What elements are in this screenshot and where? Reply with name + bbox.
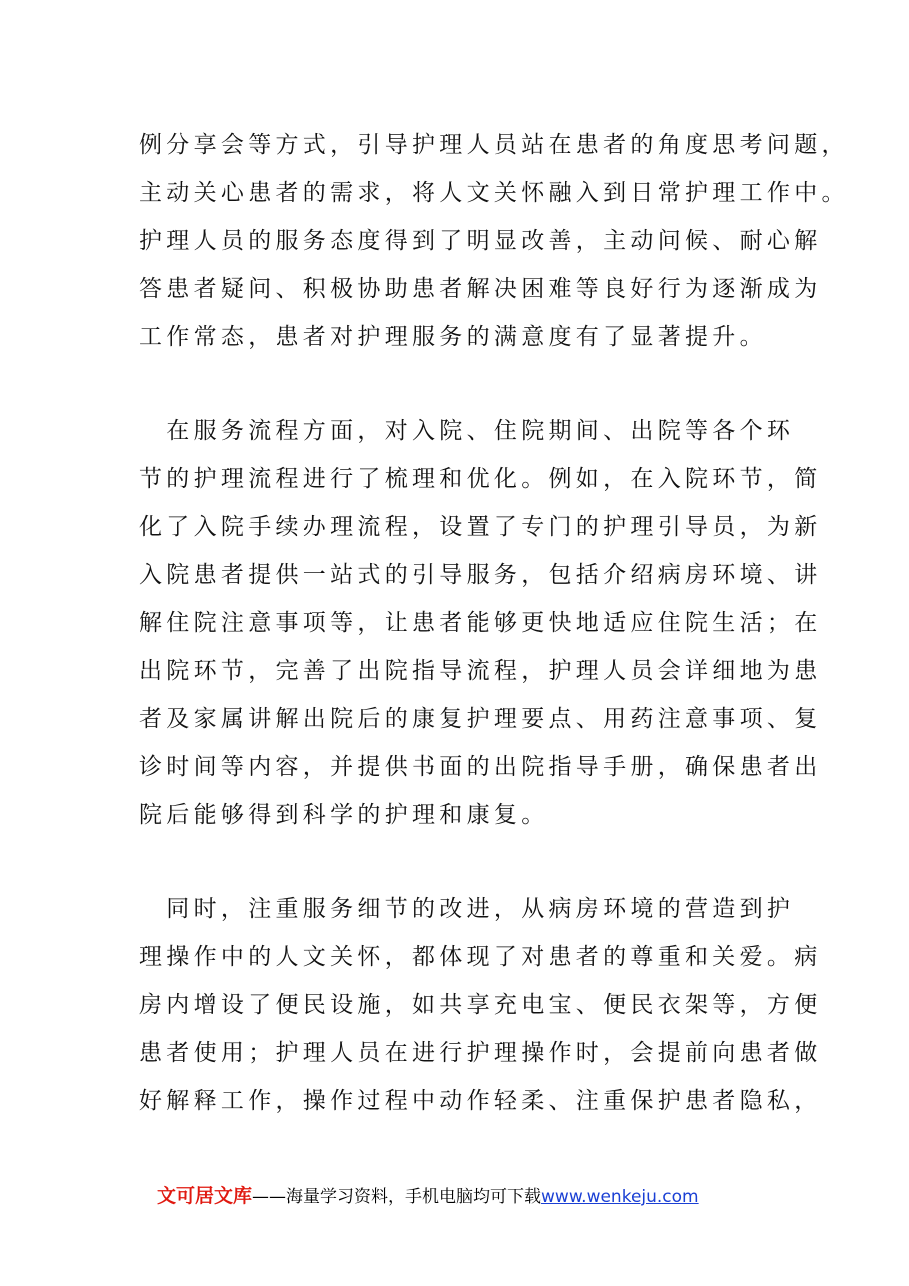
text-line: 同时，注重服务细节的改进，从病房环境的营造到护 bbox=[139, 896, 795, 922]
text-line: 解住院注意事项等，让患者能够更快地适应住院生活；在 bbox=[139, 610, 822, 636]
footer-website-link[interactable]: www.wenkeju.com bbox=[541, 1187, 699, 1207]
text-line: 诊时间等内容，并提供书面的出院指导手册，确保患者出 bbox=[139, 754, 822, 780]
text-line: 在服务流程方面，对入院、住院期间、出院等各个环 bbox=[139, 418, 795, 444]
text-line: 答患者疑问、积极协助患者解决困难等良好行为逐渐成为 bbox=[139, 276, 822, 302]
text-line: 院后能够得到科学的护理和康复。 bbox=[139, 802, 549, 828]
text-line: 房内增设了便民设施，如共享充电宝、便民衣架等，方便 bbox=[139, 992, 822, 1018]
text-line: 例分享会等方式，引导护理人员站在患者的角度思考问题， bbox=[139, 132, 849, 158]
text-line: 出院环节，完善了出院指导流程，护理人员会详细地为患 bbox=[139, 658, 822, 684]
footer-tagline: ——海量学习资料，手机电脑均可下载 bbox=[252, 1187, 542, 1207]
text-line: 理操作中的人文关怀，都体现了对患者的尊重和关爱。病 bbox=[139, 944, 822, 970]
page-footer bbox=[157, 1180, 699, 1212]
text-line: 护理人员的服务态度得到了明显改善，主动问候、耐心解 bbox=[139, 228, 822, 254]
paragraph-spacer bbox=[139, 839, 769, 885]
document-body bbox=[139, 121, 849, 1125]
text-line: 好解释工作，操作过程中动作轻柔、注重保护患者隐私， bbox=[139, 1088, 822, 1114]
text-line: 者及家属讲解出院后的康复护理要点、用药注意事项、复 bbox=[139, 706, 822, 732]
text-line: 主动关心患者的需求，将人文关怀融入到日常护理工作中。 bbox=[139, 180, 849, 206]
paragraph-1 bbox=[139, 121, 849, 361]
paragraph-3 bbox=[139, 885, 822, 1125]
text-line: 患者使用；护理人员在进行护理操作时，会提前向患者做 bbox=[139, 1040, 822, 1066]
text-line: 节的护理流程进行了梳理和优化。例如，在入院环节，简 bbox=[139, 466, 822, 492]
text-line: 入院患者提供一站式的引导服务，包括介绍病房环境、讲 bbox=[139, 562, 822, 588]
paragraph-spacer bbox=[139, 361, 769, 407]
text-line: 化了入院手续办理流程，设置了专门的护理引导员，为新 bbox=[139, 514, 822, 540]
paragraph-2 bbox=[139, 407, 822, 839]
text-line: 工作常态，患者对护理服务的满意度有了显著提升。 bbox=[139, 324, 767, 350]
footer-brand: 文可居文库 bbox=[157, 1185, 253, 1207]
